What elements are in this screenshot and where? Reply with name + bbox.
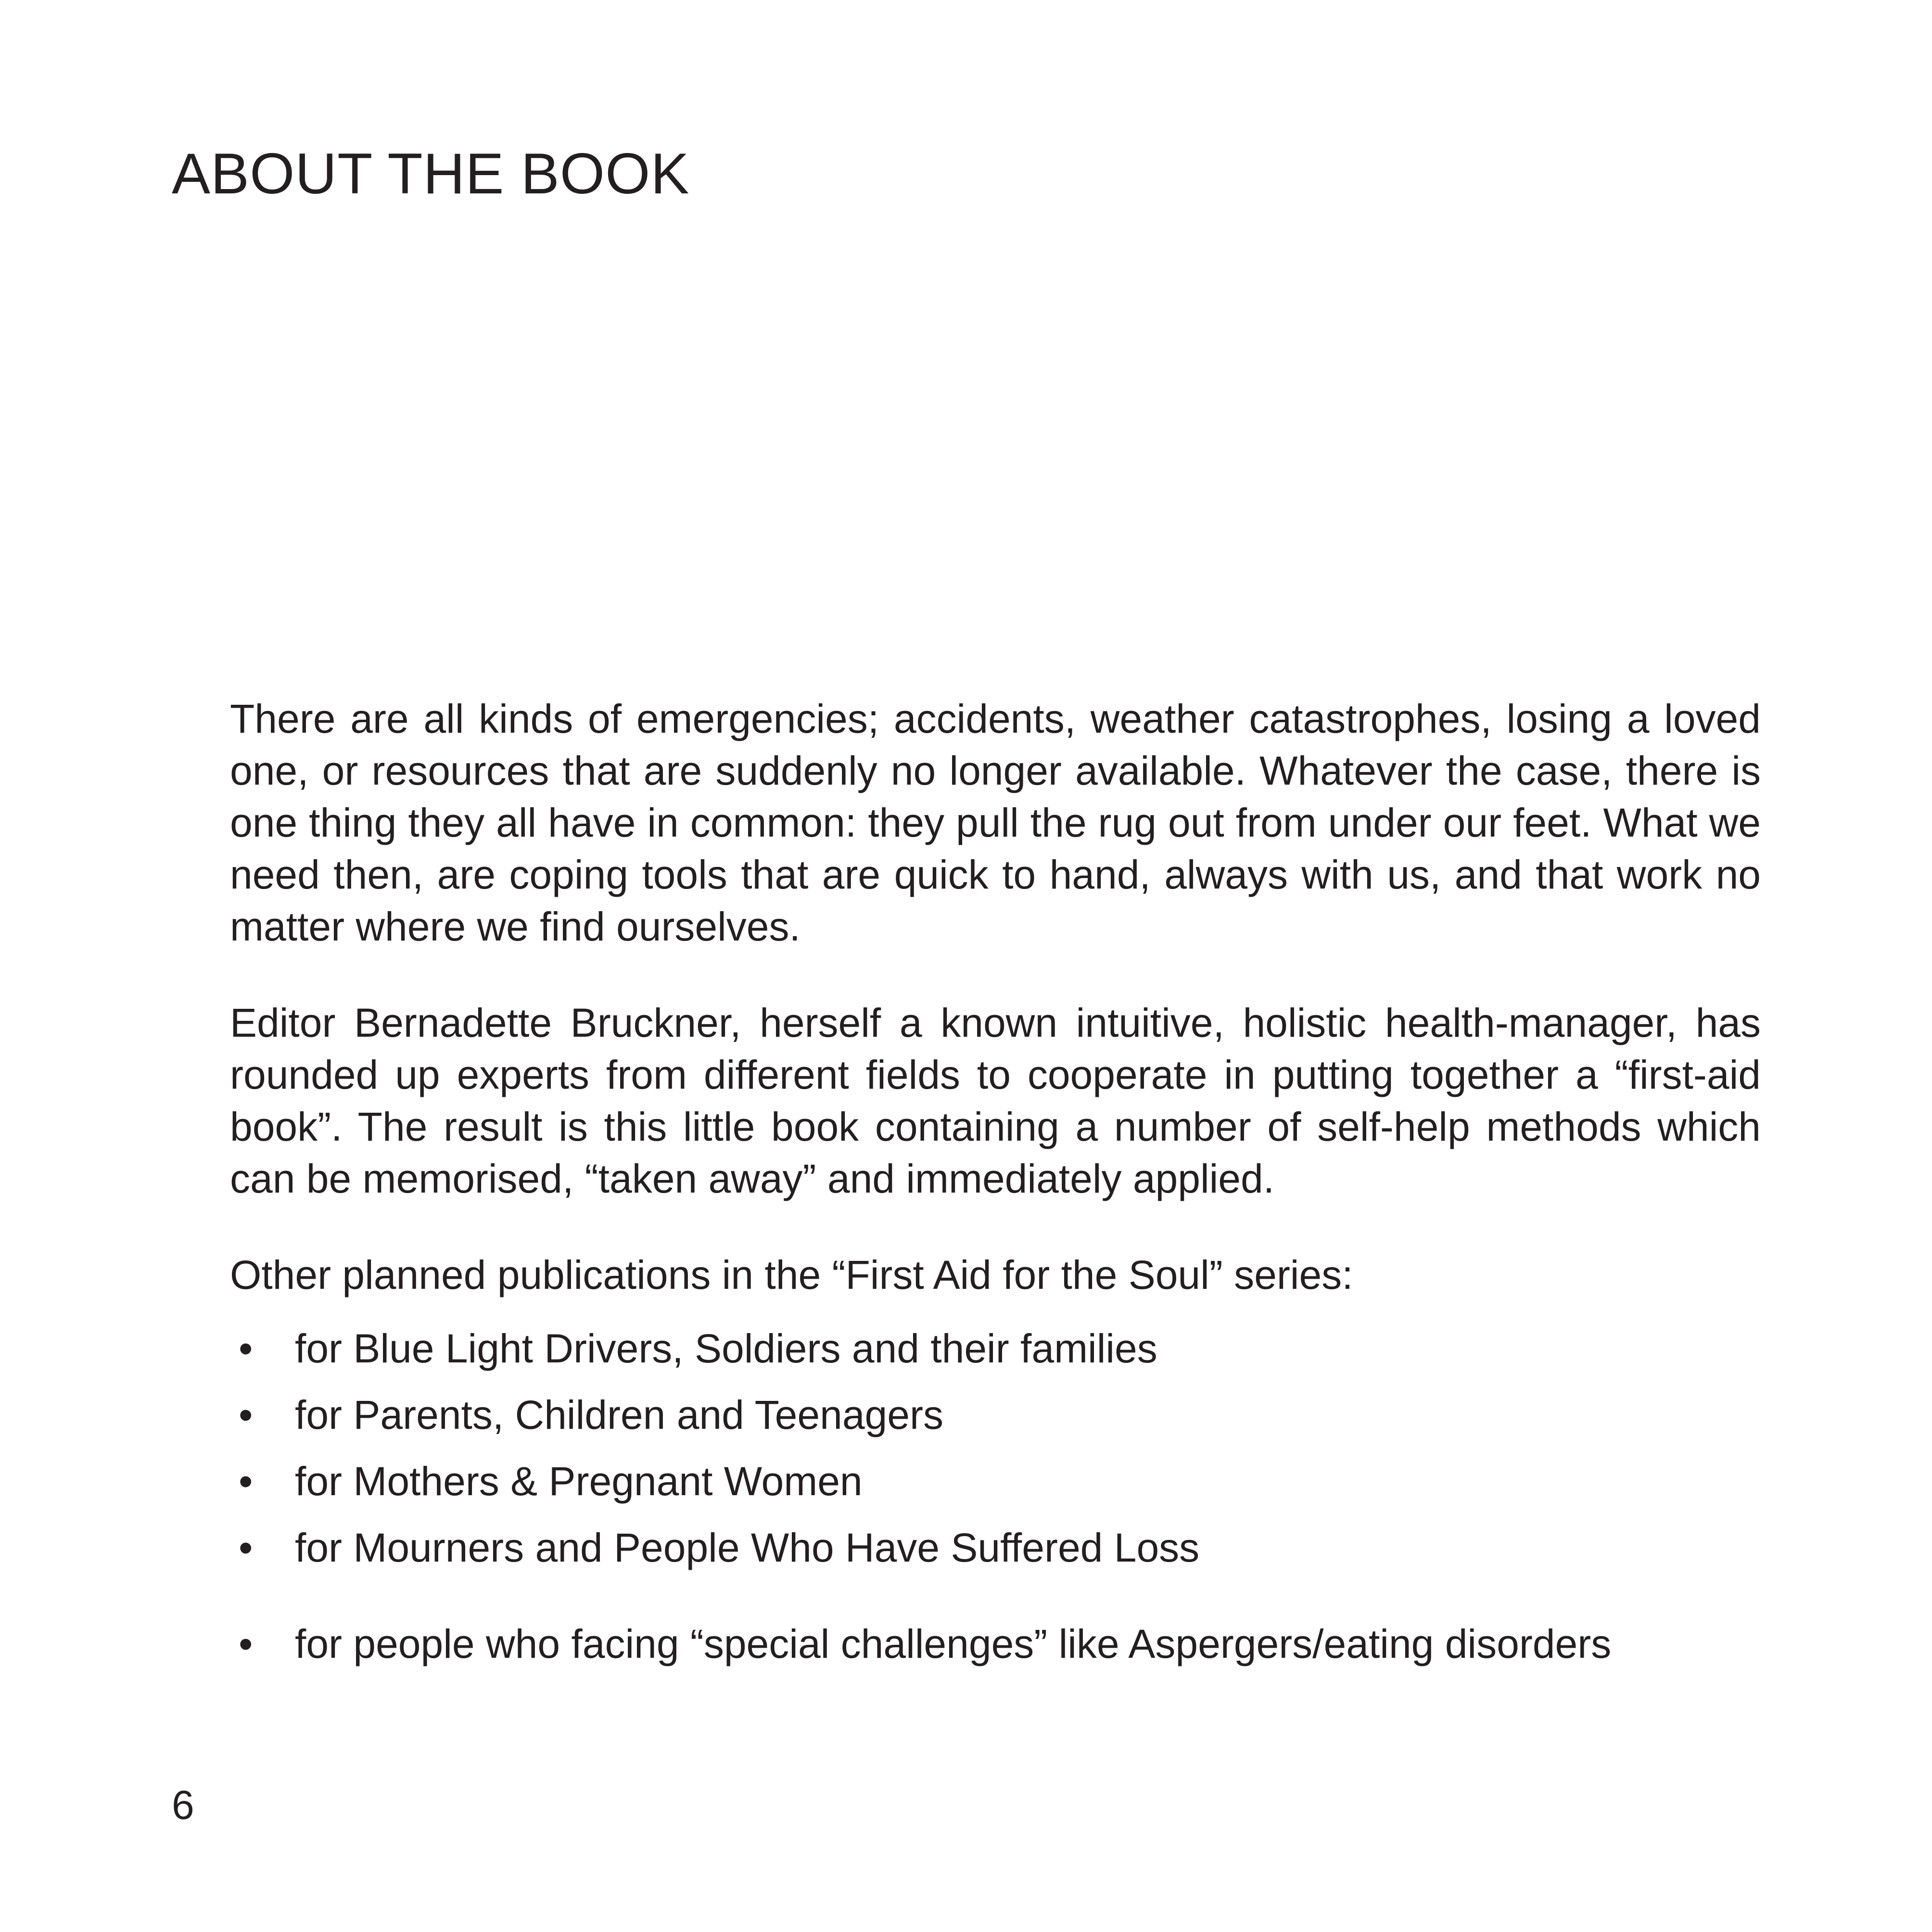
intro-paragraph: There are all kinds of emergencies; accidents, weather catastrophes, losing a loved one, or resources that are suddenly no longer available. Whatever the case, there is one thing they all have in common: they pull the rug out from under our feet. What we need then, are coping tools that are quick to hand, always with us, and that work no matter where we find ourselves. (230, 696, 1761, 949)
list-item (230, 1514, 1761, 1581)
body-text (230, 693, 1761, 1677)
editor-paragraph: Editor Bernadette Bruckner, herself a known intuitive, holistic health-manager, has rounded up experts from different fields to cooperate in putting together a “first-aid book”. The result is this little book containing a number of self-help methods which can be memorised, “taken away” and immediately applied. (230, 1000, 1761, 1201)
bullet-icon: • (239, 1459, 253, 1504)
series-intro: Other planned publications in the “First Aid for the Soul” series: (230, 1252, 1353, 1297)
list-item (230, 1382, 1761, 1448)
series-list (230, 1315, 1761, 1677)
list-item (230, 1448, 1761, 1514)
list-item (230, 1611, 1761, 1677)
bullet-icon: • (239, 1525, 253, 1570)
list-item-text: for Parents, Children and Teenagers (295, 1392, 943, 1437)
page-title: ABOUT THE BOOK (172, 141, 690, 206)
list-item-text: for people who facing “special challenges” like Aspergers/eating disorders (295, 1621, 1612, 1666)
list-item-text: for Blue Light Drivers, Soldiers and their families (295, 1326, 1157, 1371)
page-number: 6 (172, 1782, 194, 1828)
bullet-icon: • (239, 1326, 253, 1371)
bullet-icon: • (239, 1621, 253, 1666)
list-item-text: for Mourners and People Who Have Suffered Loss (295, 1525, 1200, 1570)
list-item-text: for Mothers & Pregnant Women (295, 1459, 863, 1504)
list-item (230, 1315, 1761, 1382)
bullet-icon: • (239, 1392, 253, 1437)
